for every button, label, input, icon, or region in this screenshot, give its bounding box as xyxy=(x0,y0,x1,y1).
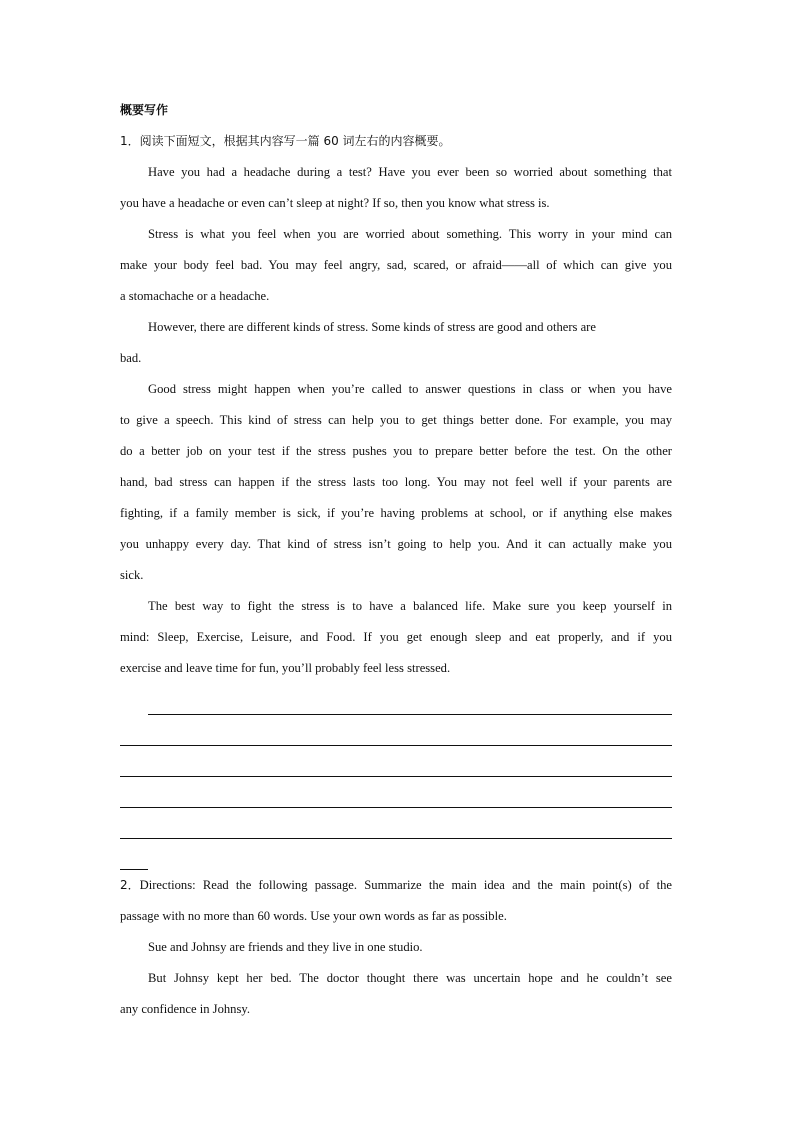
answer-line-end[interactable] xyxy=(120,839,672,870)
question-2-first-line xyxy=(120,870,672,901)
document-content xyxy=(120,95,672,1025)
question-2-passage xyxy=(120,901,672,1025)
question-2-number: 2． xyxy=(120,878,140,892)
paragraph-line: to give a speech. This kind of stress can help you to get things better done. For example, you may xyxy=(120,413,672,427)
answer-line[interactable] xyxy=(120,684,672,715)
paragraph-line: you unhappy every day. That kind of stress isn’t going to help you. And it can actually make you xyxy=(120,537,672,551)
paragraph-line: mind: Sleep, Exercise, Leisure, and Food. If you get enough sleep and eat properly, and if you xyxy=(120,630,672,644)
paragraph-line: Stress is what you feel when you are worried about something. This worry in your mind can xyxy=(148,227,672,241)
answer-lines xyxy=(120,684,672,870)
answer-line[interactable] xyxy=(120,777,672,808)
paragraph-line: The best way to fight the stress is to have a balanced life. Make sure you keep yourself in xyxy=(148,599,672,613)
question-1-number: 1． xyxy=(120,134,140,148)
paragraph-line: make your body feel bad. You may feel angry, sad, scared, or afraid——all of which can give you xyxy=(120,258,672,272)
question-1-instruction: 阅读下面短文，根据其内容写一篇 60 词左右的内容概要。 xyxy=(139,134,451,148)
paragraph-line: hand, bad stress can happen if the stress lasts too long. You may not feel well if your parents are xyxy=(120,475,672,489)
paragraph-line: any confidence in Johnsy. xyxy=(120,1002,250,1016)
question-1-passage xyxy=(120,157,672,684)
section-title: 概要写作 xyxy=(120,103,169,117)
paragraph-line: you have a headache or even can’t sleep at night? If so, then you know what stress is. xyxy=(120,196,550,210)
paragraph-line: do a better job on your test if the stress pushes you to prepare better before the test. On the other xyxy=(120,444,672,458)
paragraph-line: Sue and Johnsy are friends and they live in one studio. xyxy=(148,940,423,954)
paragraph-line: However, there are different kinds of stress. Some kinds of stress are good and others are xyxy=(148,320,596,334)
answer-line[interactable] xyxy=(120,808,672,839)
paragraph-line: passage with no more than 60 words. Use your own words as far as possible. xyxy=(120,909,507,923)
answer-line[interactable] xyxy=(120,715,672,746)
question-2-directions: Directions: Read the following passage. Summarize the main idea and the main point(s) of the xyxy=(139,878,672,892)
paragraph-line: But Johnsy kept her bed. The doctor thought there was uncertain hope and he couldn’t see xyxy=(148,971,672,985)
paragraph-line: fighting, if a family member is sick, if you’re having problems at school, or if anything else makes xyxy=(120,506,672,520)
paragraph-line: Good stress might happen when you’re called to answer questions in class or when you have xyxy=(148,382,672,396)
question-1-heading xyxy=(120,126,672,157)
paragraph-line: a stomachache or a headache. xyxy=(120,289,270,303)
answer-line[interactable] xyxy=(120,746,672,777)
paragraph-line: exercise and leave time for fun, you’ll probably feel less stressed. xyxy=(120,661,451,675)
paragraph-line: sick. xyxy=(120,568,144,582)
paragraph-line: Have you had a headache during a test? Have you ever been so worried about something that xyxy=(148,165,672,179)
paragraph-line: bad. xyxy=(120,351,142,365)
